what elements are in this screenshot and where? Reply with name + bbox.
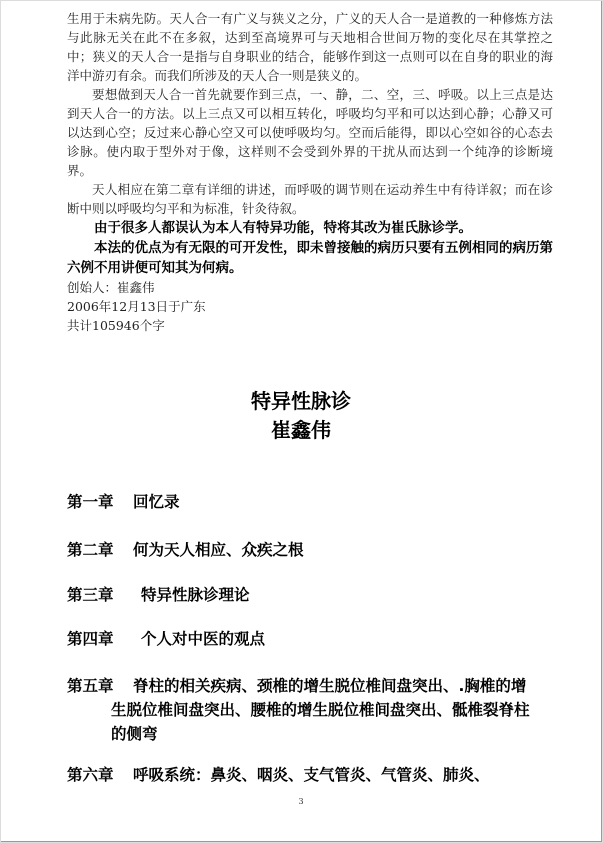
document-title: 特异性脉诊 [251,389,351,413]
toc-chapter-number: 第四章 [67,630,114,648]
paragraph-3: 天人相应在第二章有详细的讲述，而呼吸的调节则在运动养生中有待详叙；而在诊断中则以呼吸均匀平和为标准，针灸待叙。 [67,182,553,216]
toc-chapter-number: 第三章 [67,586,114,604]
toc-chapter-number: 第二章 [67,541,114,559]
bold-paragraph-2: 本法的优点为有无限的可开发性，即未曾接触的病历只要有五例相同的病历第六例不用讲便可知其为何病。 [67,240,553,276]
bold-paragraph-1: 由于很多人都误认为本人有特异功能，特将其改为崔氏脉诊学。 [94,220,472,236]
toc-item-5 [67,674,567,746]
toc-chapter-number: 第六章 [67,766,114,784]
author-name: 崔鑫伟 [271,418,331,442]
date-line: 2006年12月13日于广东 [67,299,206,314]
toc-item-2 [67,538,567,562]
toc-chapter-title: 回忆录 [133,493,180,511]
founder-line: 创始人：崔鑫伟 [67,280,155,295]
toc-item-6 [67,763,567,787]
word-count: 共计105946个字 [67,318,165,333]
toc-chapter-title: 呼吸系统：鼻炎、咽炎、支气管炎、气管炎、肺炎、 [133,766,490,784]
title-block [1,387,601,445]
toc-chapter-title: 特异性脉诊理论 [141,586,250,604]
toc-chapter-number: 第一章 [67,493,114,511]
toc-chapter-title: 何为天人相应、众疾之根 [133,541,304,559]
body-text [67,9,553,335]
paragraph-2: 要想做到天人合一首先就要作到三点，一、静，二、空，三、呼吸。以上三点是达到天人合一的方法。以上三点又可以相互转化，呼吸均匀平和可以达到心静；心静又可以达到心空；反过来心静心空又可以使呼吸均匀。空而后能得，即以心空如谷的心态去诊脉。使内取于型外对于像，这样则不会受到外界的干扰从而达到一个纯净的诊断境界。 [67,87,553,178]
toc-chapter-title: 脊柱的相关疾病、颈椎的增生脱位椎间盘突出、.胸椎的增生脱位椎间盘突出、腰椎的增生脱位椎间盘突出、骶椎裂脊柱的侧弯 [111,677,530,743]
toc-item-1 [67,490,567,514]
toc-chapter-title: 个人对中医的观点 [141,630,266,648]
page-number: 3 [298,797,304,806]
document-page [1,1,602,842]
toc-chapter-number: 第五章 [67,677,114,695]
toc-item-4 [67,627,567,651]
paragraph-1: 生用于未病先防。天人合一有广义与狭义之分，广义的天人合一是道教的一种修炼方法与此脉无关在此不在多叙，达到至高境界可与天地相合世间万物的变化尽在其掌控之中；狭义的天人合一是指与自身职业的结合，能够作到这一点则可以在自身的职业的海洋中游刃有余。而我们所涉及的天人合一则是狭义的。 [67,11,553,83]
toc-item-3 [67,583,567,607]
